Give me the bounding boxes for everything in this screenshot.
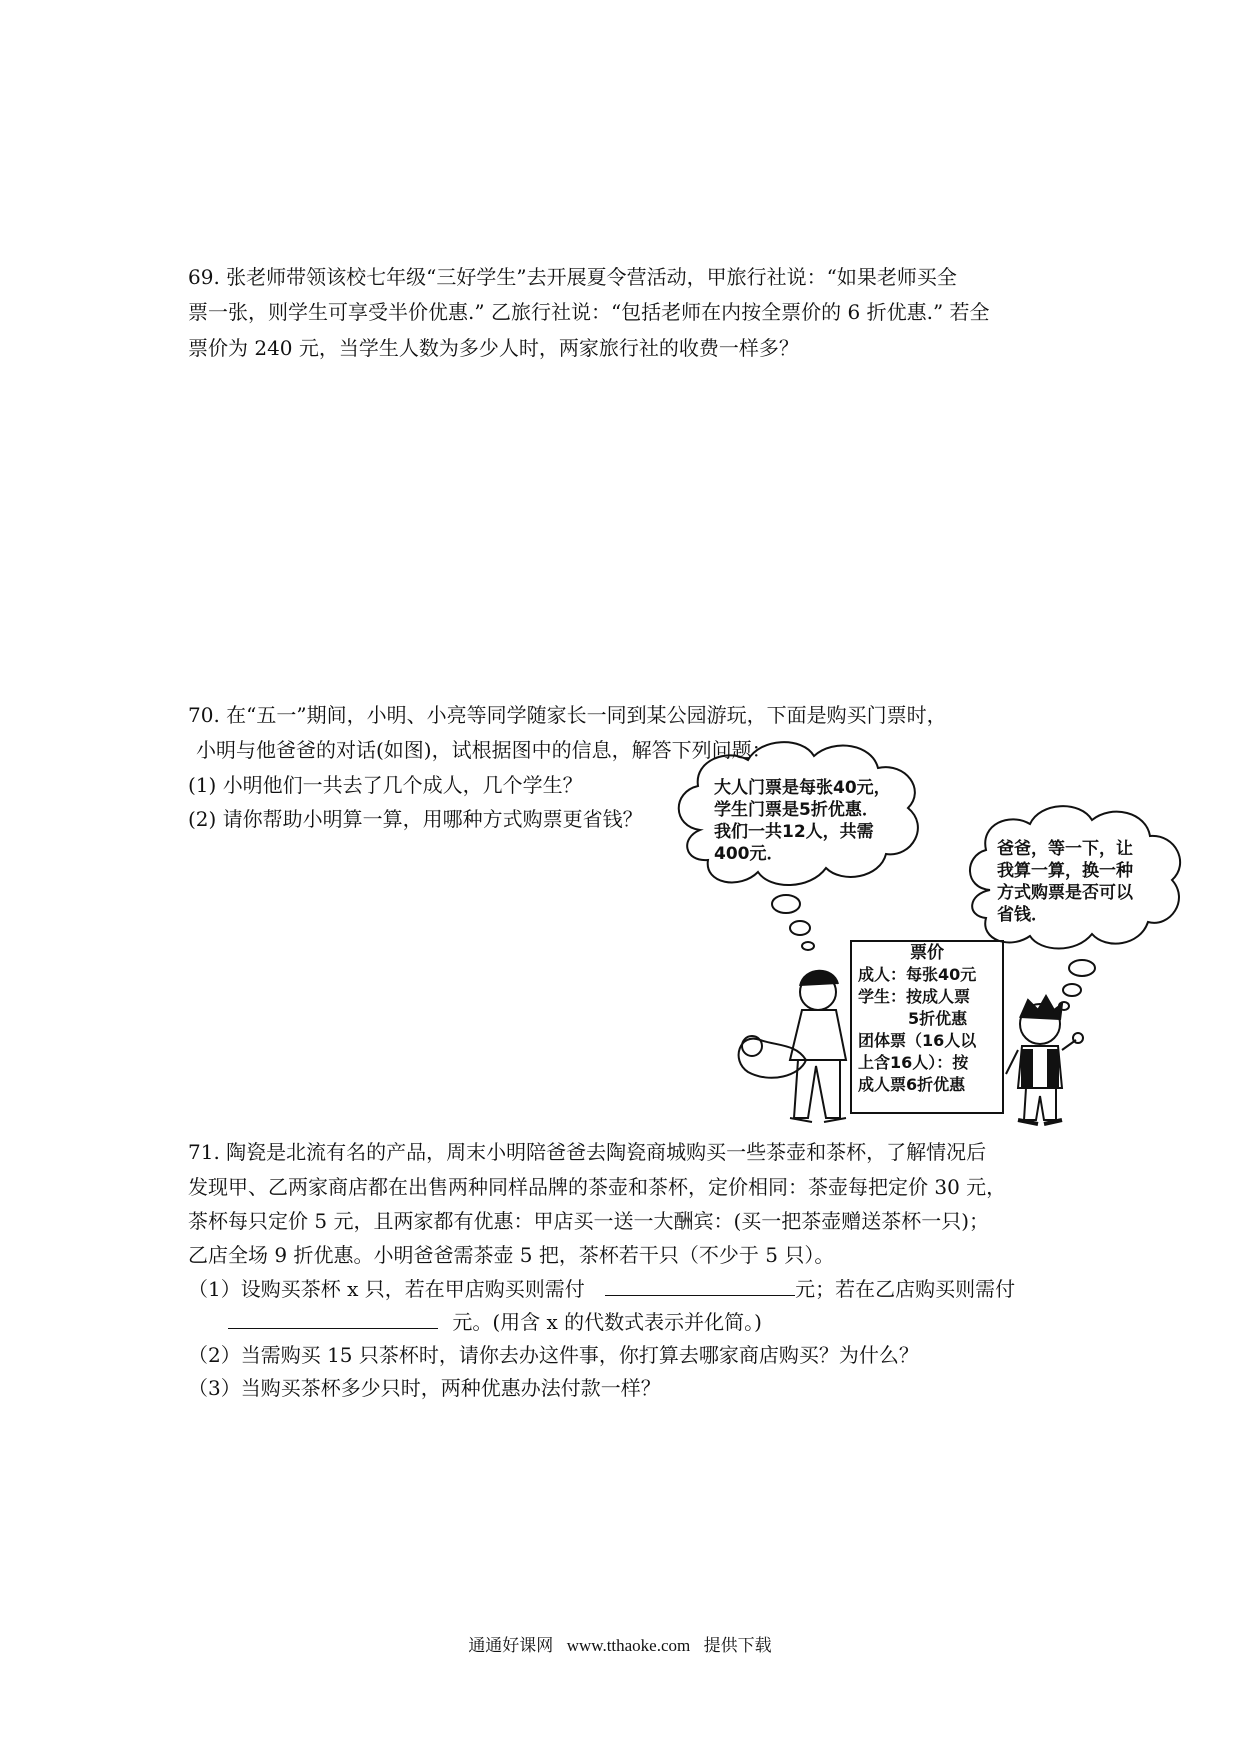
father-bubble-line-4: 400元． <box>714 844 784 864</box>
q70-line-2: 小明与他爸爸的对话(如图)，试根据图中的信息，解答下列问题： <box>196 738 772 762</box>
xiaoming-bubble-line-2: 我算一算，换一种 <box>997 861 1133 881</box>
q71-line-1: 71. 陶瓷是北流有名的产品，周末小明陪爸爸去陶瓷商城购买一些茶壶和茶杯，了解情况后 <box>188 1140 987 1164</box>
xiaoming-thought-dot-3 <box>1059 1002 1069 1010</box>
answer-blank-store-b[interactable] <box>228 1308 438 1329</box>
q71-sub-question-3: （3）当购买茶杯多少只时，两种优惠办法付款一样？ <box>188 1376 661 1400</box>
q69-line-2: 票一张，则学生可享受半价优惠.” 乙旅行社说：“包括老师在内按全票价的 6 折优惠.” 若全 <box>188 300 990 324</box>
q71-sub-question-1-cont <box>228 1307 762 1337</box>
q71-line-3: 茶杯每只定价 5 元，且两家都有优惠：甲店买一送一大酬宾：(买一把茶壶赠送茶杯一只)； <box>188 1209 990 1233</box>
father-bubble-line-3: 我们一共12人，共需 <box>714 822 874 842</box>
father-thought-dot-1 <box>772 895 800 913</box>
q71-line-4: 乙店全场 9 折优惠。小明爸爸需茶壶 5 把，茶杯若干只（不少于 5 只）。 <box>188 1243 835 1267</box>
footer-url[interactable]: www.tthaoke.com <box>566 1636 691 1655</box>
board-line-2: 学生：按成人票 <box>858 987 971 1006</box>
ticket-price-board <box>850 940 1004 1114</box>
xiaoming-figure <box>1006 996 1083 1124</box>
father-bubble-line-1: 大人门票是每张40元， <box>714 778 891 798</box>
father-figure <box>739 971 846 1122</box>
board-line-5: 上含16人）：按 <box>858 1053 969 1072</box>
q71-sub-question-2: （2）当需购买 15 只茶杯时，请你去办这件事，你打算去哪家商店购买？为什么？ <box>188 1343 919 1367</box>
q71-line-2: 发现甲、乙两家商店都在出售两种同样品牌的茶壶和茶杯，定价相同：茶壶每把定价 30 元， <box>188 1175 1007 1199</box>
board-line-3: 5折优惠 <box>908 1009 968 1028</box>
q70-sub-question-2: (2) 请你帮助小明算一算，用哪种方式购票更省钱？ <box>188 807 643 831</box>
page-footer <box>0 1634 1240 1658</box>
footer-tail: 提供下载 <box>703 1636 772 1656</box>
board-line-4: 团体票（16人以 <box>858 1031 977 1050</box>
xiaoming-bubble-line-3: 方式购票是否可以 <box>997 883 1133 903</box>
father-thought-dot-3 <box>802 942 814 950</box>
father-bubble-line-2: 学生门票是5折优惠． <box>714 800 879 820</box>
father-bubble-text <box>714 777 891 865</box>
q70-sub-question-1: (1) 小明他们一共去了几个成人，几个学生？ <box>188 773 583 797</box>
footer-site-name: 通通好课网 <box>468 1636 554 1656</box>
xiaoming-bubble-line-4: 省钱． <box>997 905 1048 925</box>
q69-line-1: 69. 张老师带领该校七年级“三好学生”去开展夏令营活动，甲旅行社说：“如果老师买全 <box>188 265 957 289</box>
answer-blank-store-a[interactable] <box>605 1275 795 1296</box>
xiaoming-thought-dot-1 <box>1069 960 1095 976</box>
board-title: 票价 <box>910 943 944 963</box>
board-line-1: 成人：每张40元 <box>858 965 977 984</box>
q71-sub1-text-c: 元。(用含 x 的代数式表示并化简。) <box>452 1310 762 1334</box>
q71-sub1-text-a: （1）设购买茶杯 x 只，若在甲店购买则需付 <box>188 1277 585 1301</box>
q69-line-3: 票价为 240 元，当学生人数为多少人时，两家旅行社的收费一样多？ <box>188 336 799 360</box>
father-thought-dot-2 <box>790 921 810 935</box>
xiaoming-thought-dot-2 <box>1063 984 1081 996</box>
q71-sub-question-1 <box>188 1274 1015 1304</box>
xiaoming-bubble-text <box>997 838 1133 926</box>
q71-sub1-text-b: 元；若在乙店购买则需付 <box>795 1277 1016 1301</box>
board-line-6: 成人票6折优惠 <box>858 1075 966 1094</box>
xiaoming-bubble-line-1: 爸爸，等一下，让 <box>997 839 1133 859</box>
q70-line-1: 70. 在“五一”期间，小明、小亮等同学随家长一同到某公园游玩，下面是购买门票时， <box>188 703 947 727</box>
